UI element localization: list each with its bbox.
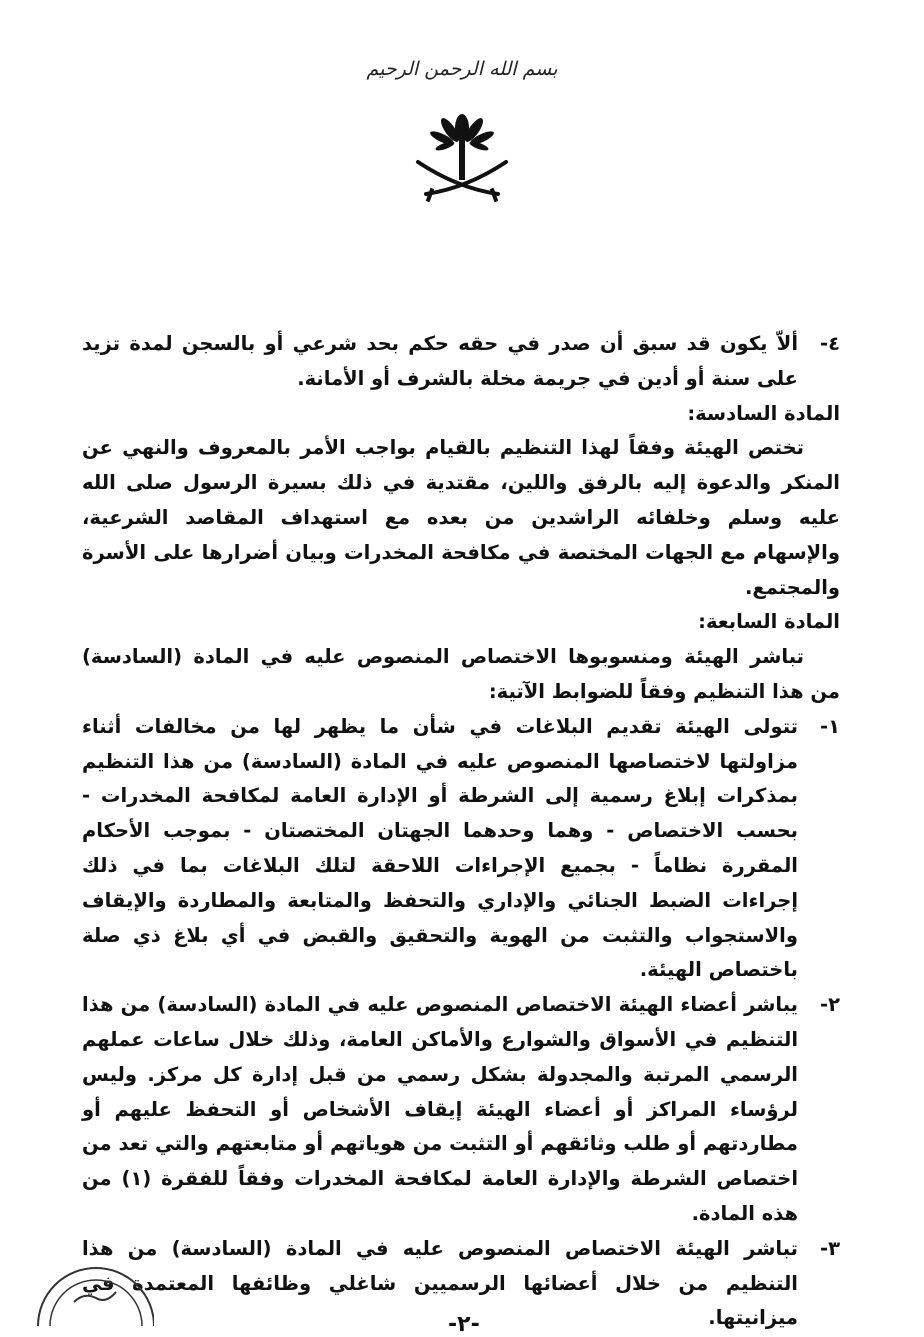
page-header — [0, 40, 924, 210]
item-text: ألاّ يكون قد سبق أن صدر في حقه حكم بحد شرعي أو بالسجن لمدة تزيد على سنة أو أدين في جريمة مخلة بالشرف أو الأمانة. — [82, 332, 798, 390]
item-number: ٣- — [820, 1236, 840, 1260]
official-seal-stamp-icon — [34, 1250, 154, 1330]
article5-item-4 — [82, 327, 840, 397]
item-text: تتولى الهيئة تقديم البلاغات في شأن ما يظهر لها من مخالفات أثناء مزاولتها لاختصاصها المنصوص عليه في المادة (السادسة) من هذا التنظيم بمذكرات إبلاغ رسمية إلى الشرطة أو الإدارة العامة لمكافحة المخدرات - بحسب الاختصاص - وهما وحدهما الجهتان المختصتان - بموجب الأحكام المقررة نظاماً - بجميع الإجراءات اللاحقة لتلك البلاغات بما في ذلك إجراءات الضبط الجنائي والإداري والتحفظ والمتابعة والمطاردة والإيقاف والاستجواب والتثبت من الهوية والتحقيق والقبض في أي بلاغ ذي صلة باختصاص الهيئة. — [82, 714, 798, 982]
basmala-calligraphy: بسم الله الرحمن الرحيم — [366, 58, 558, 80]
article7-item-2 — [82, 988, 840, 1232]
item-number: ١- — [820, 714, 840, 738]
item-number: ٢- — [820, 993, 840, 1017]
article6-heading: المادة السادسة: — [687, 401, 840, 425]
article7-intro: تباشر الهيئة ومنسوبوها الاختصاص المنصوص عليه في المادة (السادسة) من هذا التنظيم وفقاً للضوابط الآتية: — [82, 645, 840, 703]
item-text: تباشر الهيئة الاختصاص المنصوص عليه في المادة (السادسة) من هذا التنظيم من خلال أعضائها الرسميين شاغلي وظائفها المعتمدة في ميزانيتها. — [82, 1236, 798, 1330]
item-text: يباشر أعضاء الهيئة الاختصاص المنصوص عليه في المادة (السادسة) من هذا التنظيم في الأسواق والشوارع والأماكن العامة، وذلك خلال ساعات عملهم الرسمي المرتبة والمجدولة بشكل رسمي من قبل إدارة كل مركز. وليس لرؤساء المراكز أو أعضاء الهيئة إيقاف الأشخاص أو التحفظ عليهم أو مطاردتهم أو طلب وثائقهم أو التثبت من هوياتهم أو متابعتهم والتي تعد من اختصاص الشرطة والإدارة العامة لمكافحة المخدرات وفقاً للفقرة (١) من هذه المادة. — [82, 993, 798, 1225]
item-number: ٤- — [820, 332, 840, 355]
article6-body: تختص الهيئة وفقاً لهذا التنظيم بالقيام بواجب الأمر بالمعروف والنهي عن المنكر والدعوة إليه بالرفق واللين، مقتدية في ذلك بسيرة الرسول صلى الله عليه وسلم وخلفائه الراشدين من بعده مع استهداف المقاصد الشرعية، والإسهام مع الجهات المختصة في مكافحة المخدرات وبيان أضرارها على الأسرة والمجتمع. — [82, 436, 840, 599]
document-body — [82, 327, 840, 1336]
article7-heading: المادة السابعة: — [698, 610, 840, 634]
saudi-palm-swords-emblem-icon — [412, 106, 512, 210]
page-number: -٢- — [448, 1312, 480, 1337]
article7-item-1 — [82, 710, 840, 988]
